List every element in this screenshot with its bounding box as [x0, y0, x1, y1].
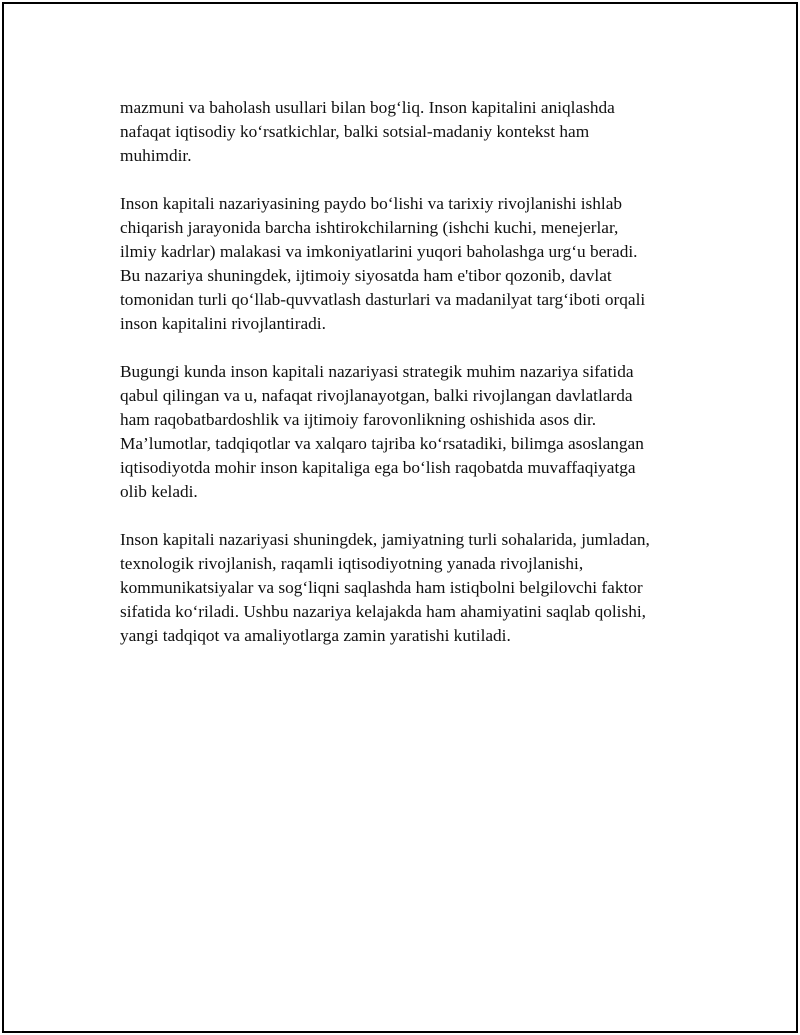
text-line: mazmuni va baholash usullari bilan bog‘liq. Inson kapitalini aniqlashda	[120, 98, 615, 117]
document-page	[2, 2, 798, 1033]
text-line: chiqarish jarayonida barcha ishtirokchilarning (ishchi kuchi, menejerlar,	[120, 218, 619, 237]
text-line: kommunikatsiyalar va sog‘liqni saqlashda ham istiqbolni belgilovchi faktor	[120, 578, 643, 597]
paragraph-1	[120, 96, 700, 168]
text-line: Inson kapitali nazariyasi shuningdek, jamiyatning turli sohalarida, jumladan,	[120, 530, 650, 549]
text-line: yangi tadqiqot va amaliyotlarga zamin yaratishi kutiladi.	[120, 626, 511, 645]
text-line: Ma’lumotlar, tadqiqotlar va xalqaro tajriba ko‘rsatadiki, bilimga asoslangan	[120, 434, 644, 453]
text-line: olib keladi.	[120, 482, 198, 501]
text-line: Bu nazariya shuningdek, ijtimoiy siyosatda ham e'tibor qozonib, davlat	[120, 266, 612, 285]
text-line: inson kapitalini rivojlantiradi.	[120, 314, 326, 333]
text-line: iqtisodiyotda mohir inson kapitaliga ega bo‘lish raqobatda muvaffaqiyatga	[120, 458, 636, 477]
text-line: sifatida ko‘riladi. Ushbu nazariya kelajakda ham ahamiyatini saqlab qolishi,	[120, 602, 646, 621]
paragraph-3	[120, 360, 700, 504]
text-line: muhimdir.	[120, 146, 192, 165]
text-line: texnologik rivojlanish, raqamli iqtisodiyotning yanada rivojlanishi,	[120, 554, 584, 573]
text-line: nafaqat iqtisodiy ko‘rsatkichlar, balki sotsial-madaniy kontekst ham	[120, 122, 590, 141]
text-line: ilmiy kadrlar) malakasi va imkoniyatlarini yuqori baholashga urg‘u beradi.	[120, 242, 638, 261]
paragraph-2	[120, 192, 700, 336]
text-line: qabul qilingan va u, nafaqat rivojlanayotgan, balki rivojlangan davlatlarda	[120, 386, 633, 405]
text-line: Bugungi kunda inson kapitali nazariyasi strategik muhim nazariya sifatida	[120, 362, 634, 381]
text-line: tomonidan turli qo‘llab-quvvatlash dasturlari va madanilyat targ‘iboti orqali	[120, 290, 646, 309]
paragraph-4	[120, 528, 700, 648]
text-line: ham raqobatbardoshlik va ijtimoiy farovonlikning oshishida asos dir.	[120, 410, 597, 429]
document-body	[120, 96, 700, 672]
text-line: Inson kapitali nazariyasining paydo bo‘lishi va tarixiy rivojlanishi ishlab	[120, 194, 623, 213]
